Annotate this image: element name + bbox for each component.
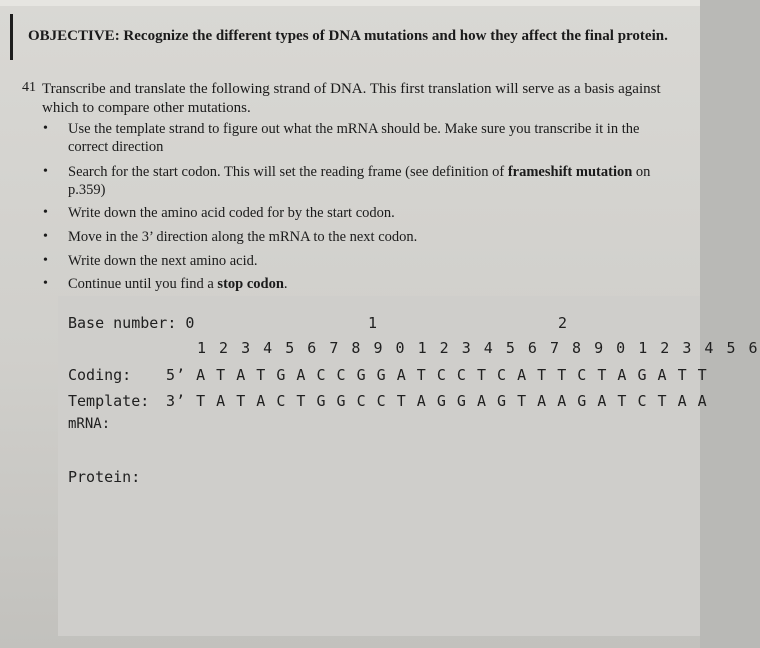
instruction-item	[40, 120, 670, 156]
instruction-item	[40, 204, 670, 222]
coding-sequence: 5’ A T A T G A C C G G A T C C T C A T T C T A G A T T	[166, 366, 708, 384]
bullet-icon: •	[43, 276, 48, 291]
mrna-label: mRNA:	[68, 416, 111, 432]
template-sequence: 3’ T A T A C T G G C C T A G G A G T A A G A T C T A A	[166, 392, 708, 410]
coding-label: Coding:	[68, 366, 132, 384]
instruction-text-tail: on p.359)	[68, 164, 651, 198]
instruction-text: Continue until you find a	[68, 276, 218, 292]
base-digits-row: 1 2 3 4 5 6 7 8 9 0 1 2 3 4 5 6 7 8 9 0 1 2 3 4 5 6	[197, 339, 760, 357]
base-number-label: Base number: 0	[68, 314, 195, 332]
protein-label: Protein:	[68, 468, 141, 486]
instruction-bold-term: stop codon	[217, 276, 284, 292]
instruction-bold-term: frameshift mutation	[507, 164, 633, 180]
instruction-item	[40, 163, 670, 199]
instruction-text: Write down the next amino acid.	[68, 253, 258, 269]
instruction-text: Write down the amino acid coded for by the start codon.	[68, 205, 395, 221]
bullet-icon: •	[43, 229, 48, 244]
instruction-item	[40, 252, 670, 270]
template-label: Template:	[68, 392, 150, 410]
bullet-icon: •	[43, 164, 48, 179]
instruction-item	[40, 228, 670, 246]
instruction-text: Move in the 3’ direction along the mRNA to the next codon.	[68, 229, 418, 245]
instruction-text: Search for the start codon. This will set the reading frame (see definition of	[68, 164, 508, 180]
page-top-edge	[0, 0, 700, 6]
tens-marker-1: 1	[368, 314, 378, 332]
bullet-icon: •	[43, 205, 48, 220]
instruction-item	[40, 275, 670, 293]
bullet-icon: •	[43, 253, 48, 268]
instruction-list	[40, 120, 670, 293]
bullet-icon: •	[43, 121, 48, 136]
question-number: 41	[22, 80, 36, 95]
instruction-text: Use the template strand to figure out what the mRNA should be. Make sure you transcribe it in the correct direction	[68, 121, 640, 155]
objective-heading: OBJECTIVE: Recognize the different types of DNA mutations and how they affect the final protein.	[28, 28, 668, 44]
instruction-text-tail: .	[283, 276, 288, 292]
question-text: Transcribe and translate the following strand of DNA. This first translation will serve as a basis against which to compare other mutations.	[42, 81, 661, 116]
objective-margin-bar	[10, 14, 13, 60]
tens-marker-2: 2	[558, 314, 568, 332]
